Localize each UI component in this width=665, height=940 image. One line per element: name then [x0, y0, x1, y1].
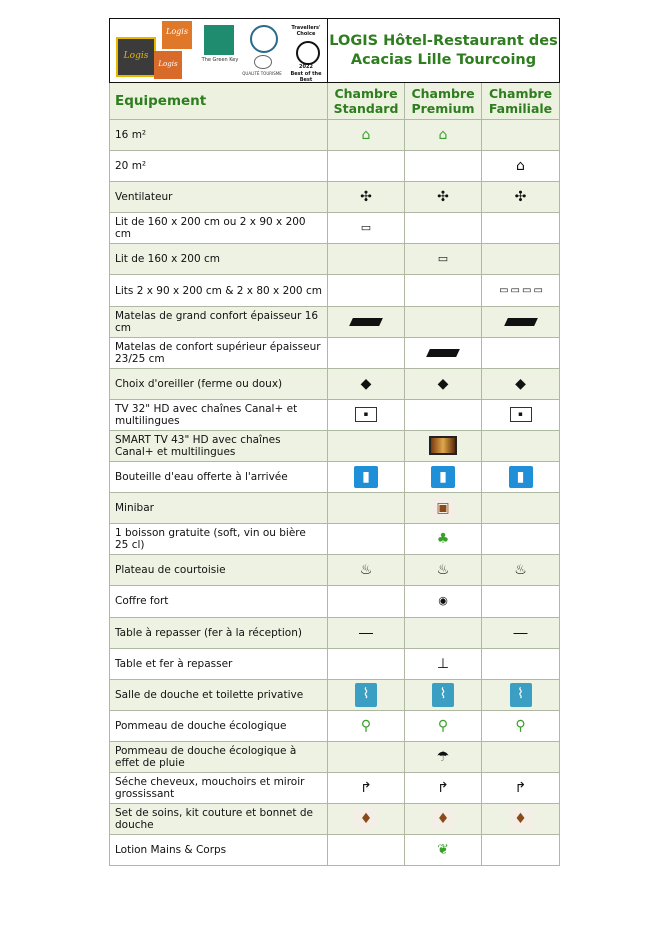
- equipment-label: Bouteille d'eau offerte à l'arrivée: [110, 462, 328, 493]
- eco-shower-icon: ⚲: [515, 717, 526, 734]
- cell-standard: [328, 306, 405, 337]
- mattress-icon: [426, 349, 460, 357]
- table-row: [110, 804, 560, 835]
- column-header-premium: Chambre Premium: [405, 83, 482, 120]
- cell-standard: [328, 555, 405, 586]
- equipment-label: Lits 2 x 90 x 200 cm & 2 x 80 x 200 cm: [110, 275, 328, 306]
- equipment-label: Lit de 160 x 200 cm ou 2 x 90 x 200 cm: [110, 213, 328, 244]
- cell-standard: [328, 244, 405, 275]
- cell-family: [482, 710, 560, 741]
- cell-family: [482, 120, 560, 151]
- header-row: [110, 19, 560, 83]
- hairdryer-icon: ↱: [514, 780, 527, 797]
- logis-logo: Logis: [116, 37, 156, 77]
- amenities-table: [109, 18, 560, 866]
- equipment-label: 1 boisson gratuite (soft, vin ou bière 25 cl): [110, 524, 328, 555]
- cell-standard: [328, 835, 405, 866]
- table-row: [110, 151, 560, 182]
- hotel-title: LOGIS Hôtel-Restaurant des Acacias Lille Tourcoing: [329, 32, 558, 68]
- equipment-label: Plateau de courtoisie: [110, 555, 328, 586]
- equipment-label: Pommeau de douche écologique: [110, 710, 328, 741]
- cell-premium: [405, 586, 482, 617]
- equipment-label: Minibar: [110, 493, 328, 524]
- table-row: [110, 617, 560, 648]
- column-header-family: Chambre Familiale: [482, 83, 560, 120]
- beds-icon: ▭▭▭▭: [499, 284, 545, 296]
- cell-premium: [405, 524, 482, 555]
- water-bottle-icon: ▮: [509, 466, 533, 488]
- safe-icon: ◉: [438, 594, 448, 608]
- table-row: [110, 772, 560, 803]
- lotion-icon: ❦: [437, 842, 449, 859]
- tripadvisor-label-bottom: Best of the Best: [290, 71, 322, 83]
- tv-icon: ▪: [355, 407, 377, 422]
- table-row: [110, 462, 560, 493]
- equipment-label: Choix d'oreiller (ferme ou doux): [110, 368, 328, 399]
- cell-family: [482, 586, 560, 617]
- cell-standard: [328, 804, 405, 835]
- qualite-tourisme-logo: [250, 25, 278, 53]
- column-header-equipment: Equipement: [110, 83, 328, 120]
- minibar-icon: ▣: [431, 497, 455, 519]
- table-row: [110, 524, 560, 555]
- cell-family: [482, 679, 560, 710]
- tray-icon: ♨: [436, 562, 450, 579]
- tray-icon: ♨: [359, 562, 373, 579]
- cell-standard: [328, 120, 405, 151]
- cell-family: [482, 430, 560, 461]
- cell-premium: [405, 648, 482, 679]
- cell-standard: [328, 524, 405, 555]
- equipment-label: Salle de douche et toilette privative: [110, 679, 328, 710]
- cell-premium: [405, 306, 482, 337]
- table-row: [110, 679, 560, 710]
- equipment-label: 20 m²: [110, 151, 328, 182]
- cell-family: [482, 275, 560, 306]
- cell-family: [482, 244, 560, 275]
- equipment-label: TV 32" HD avec chaînes Canal+ et multilingues: [110, 399, 328, 430]
- column-header-row: [110, 83, 560, 120]
- table-row: [110, 213, 560, 244]
- cell-premium: [405, 493, 482, 524]
- table-row: [110, 337, 560, 368]
- cell-premium: [405, 679, 482, 710]
- hairdryer-icon: ↱: [437, 780, 449, 797]
- cell-family: [482, 741, 560, 772]
- cell-standard: [328, 462, 405, 493]
- equipment-label: Lit de 160 x 200 cm: [110, 244, 328, 275]
- green-key-logo: [204, 25, 234, 55]
- equipment-label: Matelas de confort supérieur épaisseur 23/25 cm: [110, 337, 328, 368]
- cell-standard: [328, 337, 405, 368]
- water-bottle-icon: ▮: [431, 466, 455, 488]
- shower-room-icon: ⌇: [355, 683, 377, 707]
- cell-premium: [405, 213, 482, 244]
- cell-premium: [405, 617, 482, 648]
- cell-premium: [405, 741, 482, 772]
- mattress-icon: [349, 318, 383, 326]
- hotel-title-cell: [328, 19, 560, 83]
- cell-standard: [328, 586, 405, 617]
- care-kit-icon: ♦: [431, 808, 455, 830]
- cell-premium: [405, 120, 482, 151]
- mattress-icon: [504, 318, 538, 326]
- cell-standard: [328, 399, 405, 430]
- table-row: [110, 399, 560, 430]
- table-row: [110, 555, 560, 586]
- cell-premium: [405, 804, 482, 835]
- cell-standard: [328, 710, 405, 741]
- tv-icon: ▪: [510, 407, 532, 422]
- equipment-label: Table à repasser (fer à la réception): [110, 617, 328, 648]
- eco-shower-icon: ⚲: [360, 717, 372, 734]
- cell-family: [482, 213, 560, 244]
- cell-standard: [328, 213, 405, 244]
- rain-shower-icon: ☂: [436, 748, 450, 765]
- ironing-board-icon: ⎯⎯: [359, 624, 373, 641]
- cell-premium: [405, 430, 482, 461]
- care-kit-icon: ♦: [509, 808, 533, 830]
- cell-family: [482, 835, 560, 866]
- column-header-standard: Chambre Standard: [328, 83, 405, 120]
- house-green-icon: ⌂: [361, 127, 371, 144]
- equipment-label: Table et fer à repasser: [110, 648, 328, 679]
- cell-family: [482, 306, 560, 337]
- tripadvisor-owl-icon: [296, 41, 320, 65]
- cell-premium: [405, 399, 482, 430]
- cell-family: [482, 772, 560, 803]
- pillow-icon: ◆: [360, 375, 372, 392]
- cell-family: [482, 151, 560, 182]
- table-row: [110, 182, 560, 213]
- cell-premium: [405, 337, 482, 368]
- cell-premium: [405, 555, 482, 586]
- cell-premium: [405, 835, 482, 866]
- equipment-label: SMART TV 43" HD avec chaînes Canal+ et multilingues: [110, 430, 328, 461]
- cell-standard: [328, 275, 405, 306]
- cell-family: [482, 337, 560, 368]
- house-green-icon: ⌂: [438, 127, 448, 144]
- cell-standard: [328, 648, 405, 679]
- shower-room-icon: ⌇: [510, 683, 532, 707]
- equipment-label: Set de soins, kit couture et bonnet de douche: [110, 804, 328, 835]
- green-key-label: The Green Key: [201, 57, 239, 63]
- equipment-label: Ventilateur: [110, 182, 328, 213]
- tripadvisor-year: 2022: [299, 64, 313, 70]
- hairdryer-icon: ↱: [360, 780, 372, 797]
- cell-standard: [328, 493, 405, 524]
- cell-family: [482, 399, 560, 430]
- cell-premium: [405, 462, 482, 493]
- cell-family: [482, 182, 560, 213]
- equipment-label: Pommeau de douche écologique à effet de pluie: [110, 741, 328, 772]
- equipment-label: Coffre fort: [110, 586, 328, 617]
- cell-premium: [405, 151, 482, 182]
- table-row: [110, 648, 560, 679]
- amenities-sheet: [109, 18, 559, 866]
- fan-icon: ✣: [360, 189, 372, 206]
- table-row: [110, 586, 560, 617]
- table-row: [110, 430, 560, 461]
- equipment-label: 16 m²: [110, 120, 328, 151]
- smart-tv-icon: [429, 436, 457, 455]
- table-row: [110, 741, 560, 772]
- equipment-label: Lotion Mains & Corps: [110, 835, 328, 866]
- cell-premium: [405, 710, 482, 741]
- table-row: [110, 835, 560, 866]
- qualite-tourisme-label: QUALITÉ TOURISME: [242, 71, 282, 76]
- house-icon: ⌂: [516, 158, 525, 175]
- cell-family: [482, 617, 560, 648]
- eco-shower-icon: ⚲: [437, 717, 449, 734]
- tripadvisor-label-top: Travellers' Choice: [291, 25, 321, 37]
- pillow-icon: ◆: [437, 375, 449, 392]
- cell-family: [482, 493, 560, 524]
- fan-icon: ✣: [514, 189, 527, 206]
- logos-cell: [110, 19, 328, 83]
- cell-family: [482, 462, 560, 493]
- cell-premium: [405, 244, 482, 275]
- care-kit-icon: ♦: [354, 808, 378, 830]
- qualite-tourisme-badge: [254, 55, 272, 69]
- cell-standard: [328, 679, 405, 710]
- pillow-icon: ◆: [515, 375, 526, 392]
- cell-premium: [405, 182, 482, 213]
- table-row: [110, 306, 560, 337]
- cell-standard: [328, 772, 405, 803]
- table-row: [110, 493, 560, 524]
- drink-icon: ♣: [436, 531, 450, 548]
- cell-standard: [328, 368, 405, 399]
- cell-standard: [328, 430, 405, 461]
- cell-family: [482, 555, 560, 586]
- equipment-label: Séche cheveux, mouchoirs et miroir grossissant: [110, 772, 328, 803]
- cell-family: [482, 648, 560, 679]
- cell-premium: [405, 275, 482, 306]
- cell-premium: [405, 368, 482, 399]
- cell-standard: [328, 617, 405, 648]
- cell-premium: [405, 772, 482, 803]
- water-bottle-icon: ▮: [354, 466, 378, 488]
- cell-family: [482, 368, 560, 399]
- cell-standard: [328, 182, 405, 213]
- iron-icon: ⊥: [436, 655, 450, 672]
- cell-family: [482, 524, 560, 555]
- table-row: [110, 275, 560, 306]
- table-row: [110, 368, 560, 399]
- ironing-board-icon: ⎯⎯: [513, 624, 528, 641]
- cell-standard: [328, 151, 405, 182]
- tray-icon: ♨: [514, 562, 527, 579]
- bed-icon: ▭: [437, 252, 449, 266]
- logis-restaurant-logo: Logis: [162, 21, 192, 49]
- table-row: [110, 120, 560, 151]
- table-row: [110, 244, 560, 275]
- table-row: [110, 710, 560, 741]
- bed-icon: ▭: [360, 221, 372, 235]
- equipment-label: Matelas de grand confort épaisseur 16 cm: [110, 306, 328, 337]
- cell-family: [482, 804, 560, 835]
- shower-room-icon: ⌇: [432, 683, 454, 707]
- logis-tables-logo: Logis: [154, 51, 182, 79]
- fan-icon: ✣: [437, 189, 449, 206]
- cell-standard: [328, 741, 405, 772]
